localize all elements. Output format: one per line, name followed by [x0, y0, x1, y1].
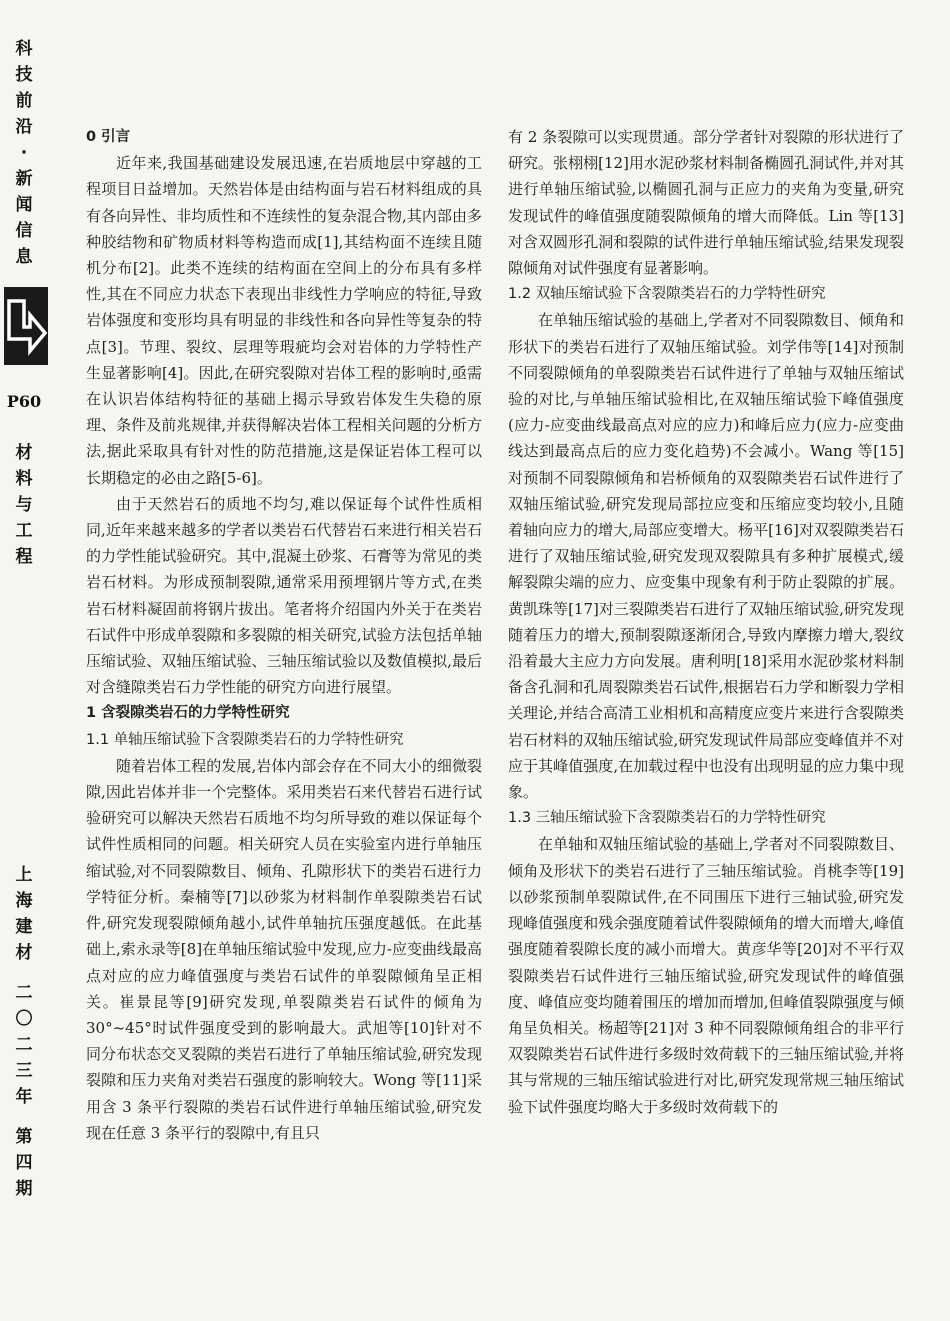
- left-column: [86, 124, 482, 1146]
- paragraph-continued: 有 2 条裂隙可以实现贯通。部分学者针对裂隙的形状进行了研究。张栩栩[12]用水泥砂浆材料制备椭圆孔洞试件,并对其进行单轴压缩试验,以椭圆孔洞与正应力的夹角为变量,研究发现试件的峰值强度随裂隙倾角的增大而降低。Lin 等[13]对含双圆形孔洞和裂隙的试件进行单轴压缩试验,结果发现裂隙倾角对试件强度有显著影响。: [508, 128, 904, 278]
- section-label-materials: 材 料 与 工 程: [15, 443, 33, 567]
- paragraph: 在单轴压缩试验的基础上,学者对不同裂隙数目、倾角和形状下的类岩石进行了双轴压缩试验。刘学伟等[14]对预制不同裂隙倾角的单裂隙类岩石试件进行了单轴与双轴压缩试验的对比,与单轴压缩试验相比,在双轴压缩试验下峰值强度(应力-应变曲线最高点对应的应力)和峰后应力(应力-应变曲线达到最高点后的应力变化趋势)不会减小。Wang 等[15]对预制不同裂隙倾角和岩桥倾角的双裂隙类岩石试件进行了双轴压缩试验,研究发现局部拉应变和压缩应变均较小,且随着轴向应力的增大,局部应变增大。杨平[16]对双裂隙类岩石进行了双轴压缩试验,研究发现双裂隙具有多种扩展模式,缓解裂隙尖端的应力、应变集中现象有利于防止裂隙的扩展。黄凯珠等[17]对三裂隙类岩石进行了双轴压缩试验,研究发现随着压力的增大,预制裂隙逐渐闭合,导致内摩擦力增大,裂纹沿着最大主应力方向发展。唐利明[18]采用水泥砂浆材料制备含孔洞和孔周裂隙类岩石试件,根据岩石力学和断裂力学相关理论,并结合高清工业相机和高精度应变片来进行含裂隙类岩石材料的双轴压缩试验,研究发现试件局部应变峰值并不对应于其峰值强度,在加载过程中也没有出现明显的应力集中现象。: [508, 311, 904, 802]
- heading-introduction: 0 引言: [86, 129, 131, 145]
- section-label-top: 科 技 前 沿 · 新 闻 信 息: [15, 39, 33, 267]
- paragraph: 近年来,我国基础建设发展迅速,在岩质地层中穿越的工程项目日益增加。天然岩体是由结构面与岩石材料组成的具有各向异性、非均质性和不连续性的复杂混合物,其内部由多种胶结物和矿物质材料等构造而成[1],其结构面不连续且随机分布[2]。此类不连续的结构面在空间上的分布具有多样性,其在不同应力状态下表现出非线性力学响应的特征,导致岩体强度和变形均具有明显的非线性和各向异性等复杂的特点[3]。节理、裂纹、层理等瑕疵均会对岩体的力学特性产生显著影响[4]。因此,在研究裂隙对岩体工程的影响时,亟需在认识岩体结构特征的基础上揭示导致岩体发生失稳的原理、条件及前兆规律,并获得解决岩体工程相关问题的分析方法,据此采取具有针对性的防范措施,这是保证岩体工程可以长期稳定的必由之路[5-6]。: [86, 154, 482, 487]
- heading-section-1-2: 1.2 双轴压缩试验下含裂隙类岩石的力学特性研究: [508, 286, 826, 303]
- right-column: [508, 124, 904, 1120]
- page-number: P60: [6, 392, 42, 411]
- paragraph: 在单轴和双轴压缩试验的基础上,学者对不同裂隙数目、倾角及形状下的类岩石进行了三轴压缩试验。肖桃李等[19]以砂浆预制单裂隙试件,在不同围压下进行三轴试验,研究发现峰值强度和残余强度随着试件裂隙倾角的增大而增大,峰值强度随着裂隙长度的减小而增大。黄彦华等[20]对不平行双裂隙类岩石试件进行三轴压缩试验,研究发现试件的峰值强度、峰值应变均随着围压的增加而增加,但峰值裂隙强度与倾角呈负相关。杨超等[21]对 3 种不同裂隙倾角组合的非平行双裂隙类岩石试件进行多级时效荷载下的三轴压缩试验,并将其与常规的三轴压缩试验进行对比,研究发现常规三轴压缩试验下试件强度均略大于多级时效荷载下的: [508, 835, 904, 1116]
- heading-section-1-1: 1.1 单轴压缩试验下含裂隙类岩石的力学特性研究: [86, 731, 404, 748]
- paragraph: 随着岩体工程的发展,岩体内部会存在不同大小的细微裂隙,因此岩体并非一个完整体。采用类岩石来代替岩石进行试验研究可以解决天然岩石质地不均匀所导致的难以保证每个试件性质相同的问题。相关研究人员在实验室内进行单轴压缩试验,对不同裂隙数目、倾角、孔隙形状下的类岩石进行力学特征分析。秦楠等[7]以砂浆为材料制作单裂隙类岩石试件,研究发现裂隙倾角越小,试件单轴抗压强度越低。在此基础上,索永录等[8]在单轴压缩试验中发现,应力-应变曲线最高点对应的应力峰值强度与类岩石试件的单裂隙倾角呈正相关。崔景昆等[9]研究发现,单裂隙类岩石试件的倾角为30°~45°时试件强度受到的影响最大。武旭等[10]针对不同分布状态交叉裂隙的类岩石进行了单轴压缩试验,研究发现裂隙和压力夹角对类岩石强度的影响较大。Wong 等[11]采用含 3 条平行裂隙的类岩石试件进行单轴压缩试验,研究发现在任意 3 条平行的裂隙中,有且只: [86, 756, 482, 1142]
- heading-section-1-3: 1.3 三轴压缩试验下含裂隙类岩石的力学特性研究: [508, 810, 826, 827]
- journal-issue-label: 上 海 建 材 二 〇 二 三 年 第 四 期: [15, 865, 33, 1199]
- arrow-icon: [4, 287, 48, 365]
- heading-section-1: 1 含裂隙类岩石的力学特性研究: [86, 705, 290, 722]
- journal-sidebar: [0, 0, 48, 1321]
- paragraph: 由于天然岩石的质地不均匀,难以保证每个试件性质相同,近年来越来越多的学者以类岩石代替岩石来进行相关岩石的力学性能试验研究。其中,混凝土砂浆、石膏等为常见的类岩石材料。为形成预制裂隙,通常采用预埋钢片等方式,在类岩石材料凝固前将钢片拔出。笔者将介绍国内外关于在类岩石试件中形成单裂隙和多裂隙的相关研究,试验方法包括单轴压缩试验、双轴压缩试验、三轴压缩试验以及数值模拟,最后对含缝隙类岩石力学性能的研究方向进行展望。: [86, 494, 482, 697]
